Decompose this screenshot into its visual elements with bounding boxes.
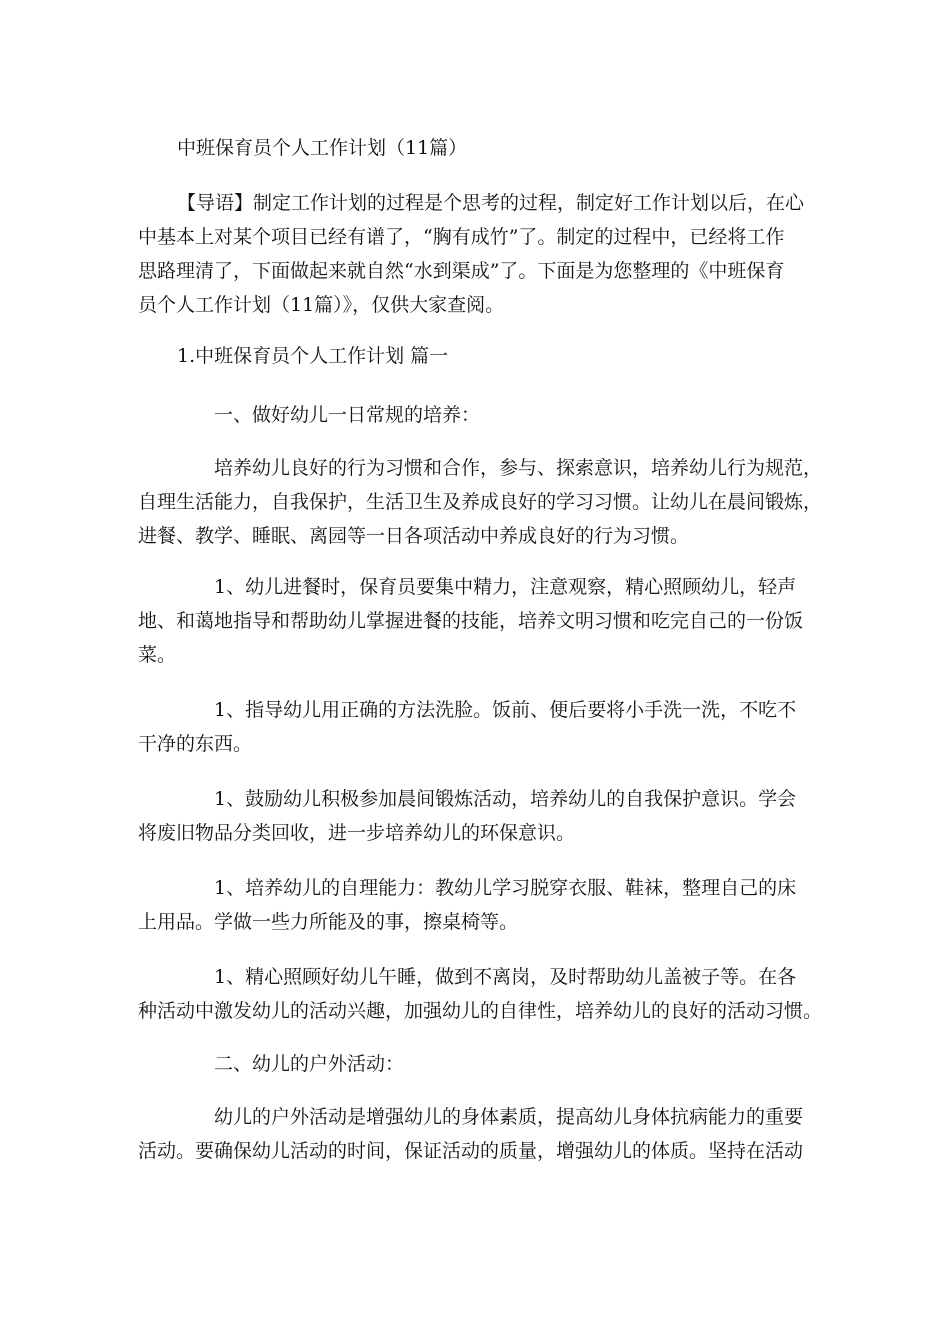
intro-line: 员个人工作计划（11篇）》，仅供大家查阅。 <box>138 294 505 316</box>
intro-line: 【导语】制定工作计划的过程是个思考的过程，制定好工作计划以后，在心 <box>177 192 805 214</box>
document-title: 中班保育员个人工作计划（11篇） <box>177 137 468 159</box>
list-item <box>138 693 797 761</box>
item-line: 地、和蔼地指导和帮助幼儿掌握进餐的技能，培养文明习惯和吃完自己的一份饭 <box>138 610 804 632</box>
item-line: 1、幼儿进餐时，保育员要集中精力，注意观察，精心照顾幼儿，轻声 <box>214 576 797 598</box>
list-item <box>138 782 797 850</box>
item-line: 1、鼓励幼儿积极参加晨间锻炼活动，培养幼儿的自我保护意识。学会 <box>214 788 797 810</box>
item-line: 种活动中激发幼儿的活动兴趣，加强幼儿的自律性，培养幼儿的良好的活动习惯。 <box>138 1000 823 1022</box>
para1-line: 进餐、教学、睡眠、离园等一日各项活动中养成良好的行为习惯。 <box>138 525 690 547</box>
part2-heading: 二、幼儿的户外活动： <box>214 1053 405 1075</box>
item-line: 1、培养幼儿的自理能力：教幼儿学习脱穿衣服、鞋袜，整理自己的床 <box>214 877 797 899</box>
para2-line: 活动。要确保幼儿活动的时间，保证活动的质量，增强幼儿的体质。坚持在活动 <box>138 1140 804 1162</box>
item-line: 菜。 <box>138 644 177 666</box>
list-item <box>138 570 804 672</box>
item-line: 1、精心照顾好幼儿午睡，做到不离岗，及时帮助幼儿盖被子等。在各 <box>214 966 797 988</box>
item-line: 1、指导幼儿用正确的方法洗脸。饭前、便后要将小手洗一洗，不吃不 <box>214 699 797 721</box>
item-line: 将废旧物品分类回收，进一步培养幼儿的环保意识。 <box>138 822 576 844</box>
item-line: 上用品。学做一些力所能及的事，擦桌椅等。 <box>138 911 519 933</box>
intro-line: 中基本上对某个项目已经有谱了，“胸有成竹”了。制定的过程中，已经将工作 <box>138 226 785 248</box>
para1 <box>138 451 823 553</box>
intro-line: 思路理清了，下面做起来就自然“水到渠成”了。下面是为您整理的《中班保育 <box>138 260 785 282</box>
part1-heading: 一、做好幼儿一日常规的培养： <box>214 404 481 426</box>
list-item <box>138 960 823 1028</box>
section-heading: 1.中班保育员个人工作计划 篇一 <box>177 345 449 367</box>
para1-line: 培养幼儿良好的行为习惯和合作，参与、探索意识，培养幼儿行为规范， <box>214 457 823 479</box>
para2 <box>138 1100 804 1168</box>
para1-line: 自理生活能力，自我保护，生活卫生及养成良好的学习习惯。让幼儿在晨间锻炼， <box>138 491 823 513</box>
item-line: 干净的东西。 <box>138 733 253 755</box>
para2-line: 幼儿的户外活动是增强幼儿的身体素质，提高幼儿身体抗病能力的重要 <box>214 1106 804 1128</box>
list-item <box>138 871 797 939</box>
intro-paragraph <box>138 186 805 322</box>
